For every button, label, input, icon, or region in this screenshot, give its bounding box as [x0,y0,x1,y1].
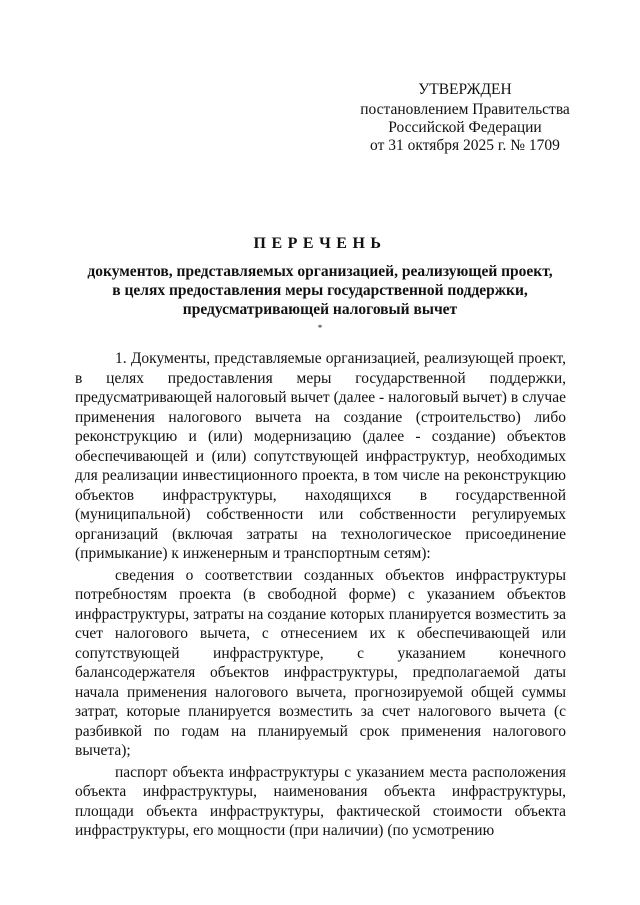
approval-line-3: от 31 октября 2025 г. № 1709 [370,137,560,154]
document-subtitle [70,262,570,342]
subtitle-line-2: в целях предоставления меры государственной поддержки, [112,282,528,299]
approval-stamp [340,81,590,155]
footnote-marker: * [317,323,323,333]
paragraph-3: паспорт объекта инфраструктуры с указанием места расположения объекта инфраструктуры, наименования объекта инфраструктуры, площади объекта инфраструктуры, фактической стоимости объекта инфраструктуры, его мощности (при наличии) (по усмотрению [75,763,566,839]
subtitle-line-1: документов, представляемых организацией, реализующей проект, [87,263,553,280]
document-title-block [70,235,570,342]
approval-line-2: Российской Федерации [388,119,542,136]
paragraph-2: сведения о соответствии созданных объектов инфраструктуры потребностям проекта (в свободной форме) с указанием объектов инфраструктуры, затраты на создание которых планируется возместить за счет налогового вычета, с отнесением их к обеспечивающей или сопутствующей инфраструктуре, с указанием конечного балансодержателя объектов инфраструктуры, предполагаемой даты начала применения налогового вычета, прогнозируемой общей суммы затрат, которые планируется возместить за счет налогового вычета (с разбивкой по годам на планируемый срок применения налогового вычета); [75,566,566,759]
subtitle-line-3 [70,300,570,342]
approval-heading: УТВЕРЖДЕН [418,81,512,98]
document-body [75,349,566,841]
paragraph-1: 1. Документы, представляемые организацией, реализующей проект, в целях предоставления меры государственной поддержки, предусматривающей налоговый вычет (далее - налоговый вычет) в случае применения налогового вычета на создание (строительство) либо реконструкцию и (или) модернизацию (далее - создание) объектов обеспечивающей и (или) сопутствующей инфраструктур, необходимых для реализации инвестиционного проекта, в том числе на реконструкцию объектов инфраструктуры, находящихся в государственной (муниципальной) собственности или собственности регулируемых организаций (включая затраты на технологическое присоединение (примыкание) к инженерным и транспортным сетям): [75,350,566,562]
approval-line-1: постановлением Правительства [360,101,570,118]
document-title: ПЕРЕЧЕНЬ [253,235,387,252]
subtitle-line-3-text: предусматривающей налоговый вычет [182,301,458,318]
